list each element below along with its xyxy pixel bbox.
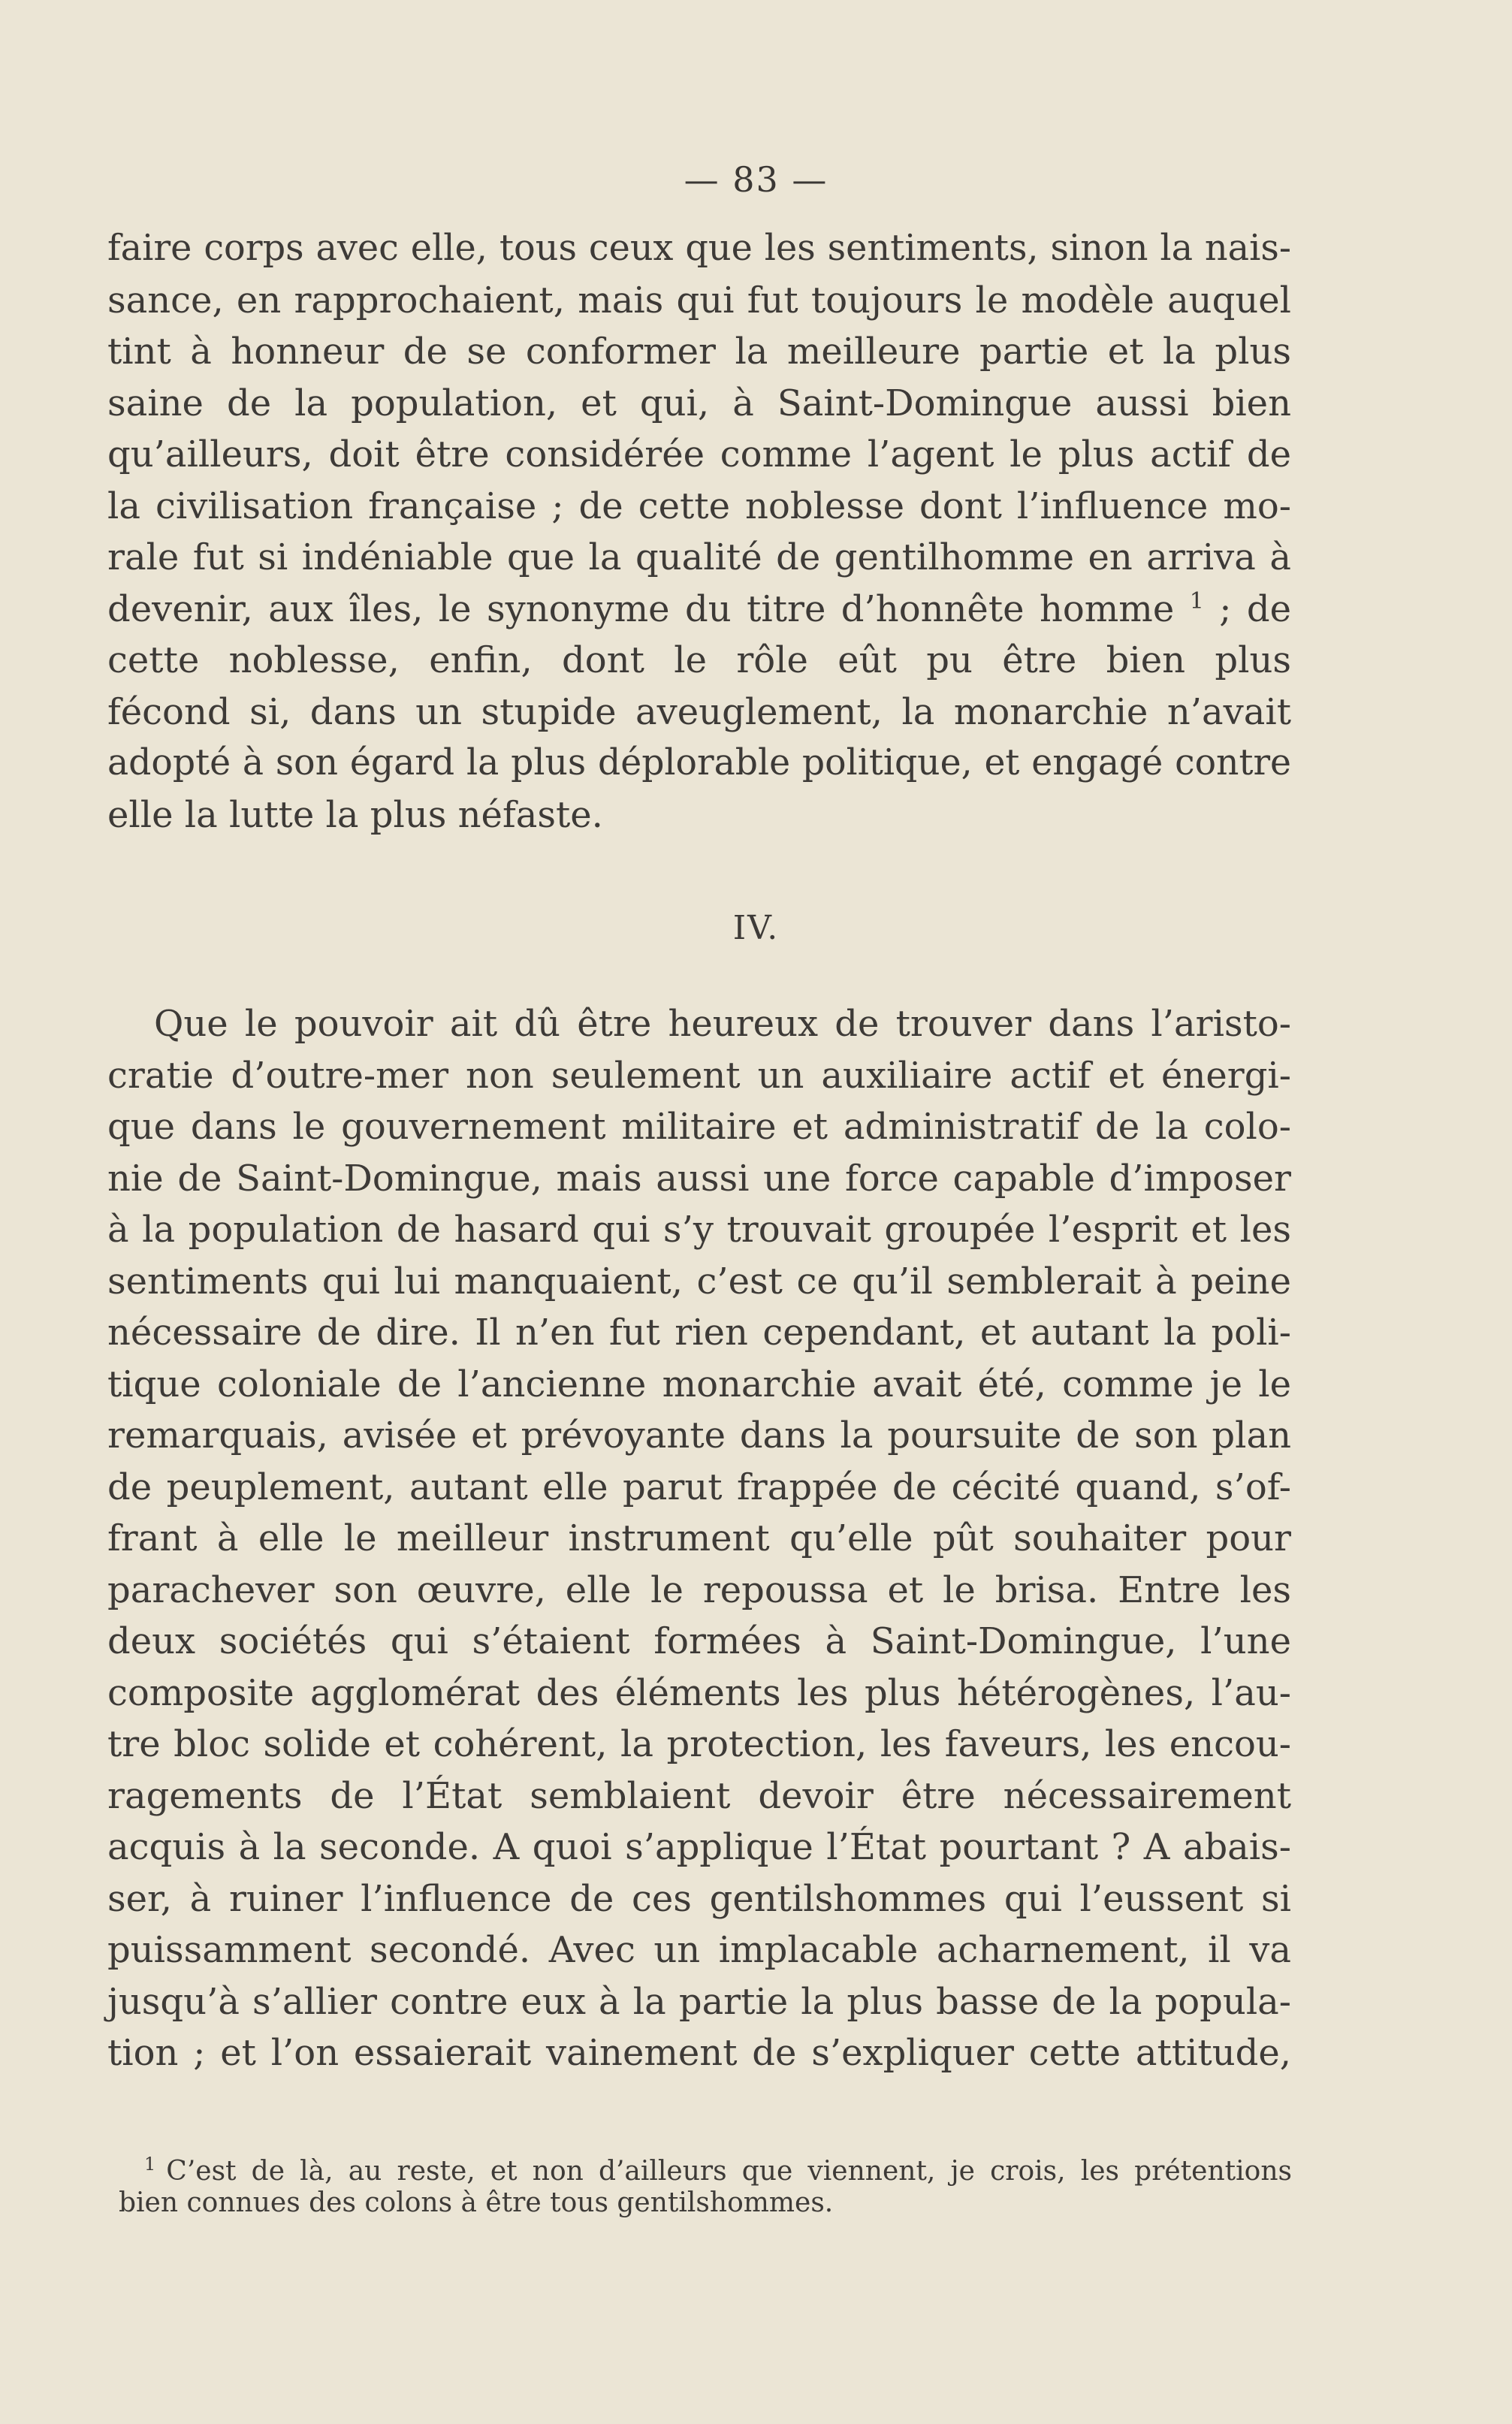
text-line: nie de Saint-Domingue, mais aussi une force capable d’imposer bbox=[107, 1157, 1291, 1200]
footnote-text: C’est de là, au reste, et non d’ailleurs que viennent, je crois, les prétentions bbox=[166, 2156, 1292, 2187]
text-line: que dans le gouvernement militaire et administratif de la colo- bbox=[107, 1106, 1291, 1148]
text-line: la civilisation française ; de cette noblesse dont l’influence mo- bbox=[107, 484, 1291, 527]
text-line: qu’ailleurs, doit être considérée comme l’agent le plus actif de bbox=[107, 433, 1291, 475]
text-line: tint à honneur de se conformer la meilleure partie et la plus bbox=[107, 331, 1291, 373]
footnote-line bbox=[119, 2156, 1292, 2187]
text-line: frant à elle le meilleur instrument qu’elle pût souhaiter pour bbox=[107, 1517, 1291, 1559]
text-line: fécond si, dans un stupide aveuglement, la monarchie n’avait bbox=[107, 690, 1291, 733]
text-line: ragements de l’État semblaient devoir être nécessairement bbox=[107, 1774, 1291, 1817]
text-line: acquis à la seconde. A quoi s’applique l’État pourtant ? A abais- bbox=[107, 1826, 1291, 1868]
page-number: — 83 — bbox=[684, 159, 828, 200]
text-line: sance, en rapprochaient, mais qui fut toujours le modèle auquel bbox=[107, 279, 1291, 321]
text-line: à la population de hasard qui s’y trouvait groupée l’esprit et les bbox=[107, 1209, 1291, 1251]
paragraph-2 bbox=[107, 998, 1291, 2079]
text-line: deux sociétés qui s’étaient formées à Saint-Domingue, l’une bbox=[107, 1620, 1291, 1662]
footnote-line: bien connues des colons à être tous gentilshommes. bbox=[119, 2187, 834, 2218]
text-line: composite agglomérat des éléments les plus hétérogènes, l’au- bbox=[107, 1671, 1291, 1714]
text-line: cratie d’outre-mer non seulement un auxiliaire actif et énergi- bbox=[107, 1054, 1291, 1097]
text-line: saine de la population, et qui, à Saint-Domingue aussi bien bbox=[107, 382, 1291, 424]
text-line-with-footnote bbox=[107, 584, 1291, 635]
text-line: remarquais, avisée et prévoyante dans la poursuite de son plan bbox=[107, 1414, 1291, 1457]
text-line: jusqu’à s’allier contre eux à la partie la plus basse de la popula- bbox=[107, 1980, 1291, 2023]
text-line: tion ; et l’on essaierait vainement de s’expliquer cette attitude, bbox=[107, 2032, 1291, 2074]
text-line: sentiments qui lui manquaient, c’est ce qu’il semblerait à peine bbox=[107, 1260, 1291, 1303]
text-line: adopté à son égard la plus déplorable politique, et engagé contre bbox=[107, 742, 1291, 783]
paragraph-1 bbox=[107, 223, 1291, 841]
text-line: tique coloniale de l’ancienne monarchie avait été, comme je le bbox=[107, 1363, 1291, 1405]
text-segment: devenir, aux îles, le synonyme du titre d’honnête homme bbox=[107, 587, 1175, 630]
footnote bbox=[119, 2156, 1292, 2219]
text-line: faire corps avec elle, tous ceux que les sentiments, sinon la nais- bbox=[107, 228, 1291, 269]
section-heading: IV. bbox=[732, 909, 780, 947]
footnote-reference: 1 bbox=[1189, 587, 1204, 614]
footnote-mark: 1 bbox=[144, 2154, 156, 2175]
text-line: elle la lutte la plus néfaste. bbox=[107, 793, 603, 836]
text-line: puissamment secondé. Avec un implacable acharnement, il va bbox=[107, 1929, 1291, 1971]
text-line: Que le pouvoir ait dû être heureux de trouver dans l’aristo- bbox=[154, 1003, 1291, 1045]
text-line: tre bloc solide et cohérent, la protection, les faveurs, les encou- bbox=[107, 1723, 1291, 1765]
text-line: nécessaire de dire. Il n’en fut rien cependant, et autant la poli- bbox=[107, 1312, 1291, 1354]
text-line: parachever son œuvre, elle le repoussa et le brisa. Entre les bbox=[107, 1568, 1291, 1611]
text-line: cette noblesse, enfin, dont le rôle eût pu être bien plus bbox=[107, 639, 1291, 681]
text-line: ser, à ruiner l’influence de ces gentilshommes qui l’eussent si bbox=[107, 1877, 1291, 1920]
text-segment: ; de bbox=[1203, 587, 1291, 630]
text-line: rale fut si indéniable que la qualité de gentilhomme en arriva à bbox=[107, 536, 1291, 578]
text-line: de peuplement, autant elle parut frappée de cécité quand, s’of- bbox=[107, 1466, 1291, 1508]
